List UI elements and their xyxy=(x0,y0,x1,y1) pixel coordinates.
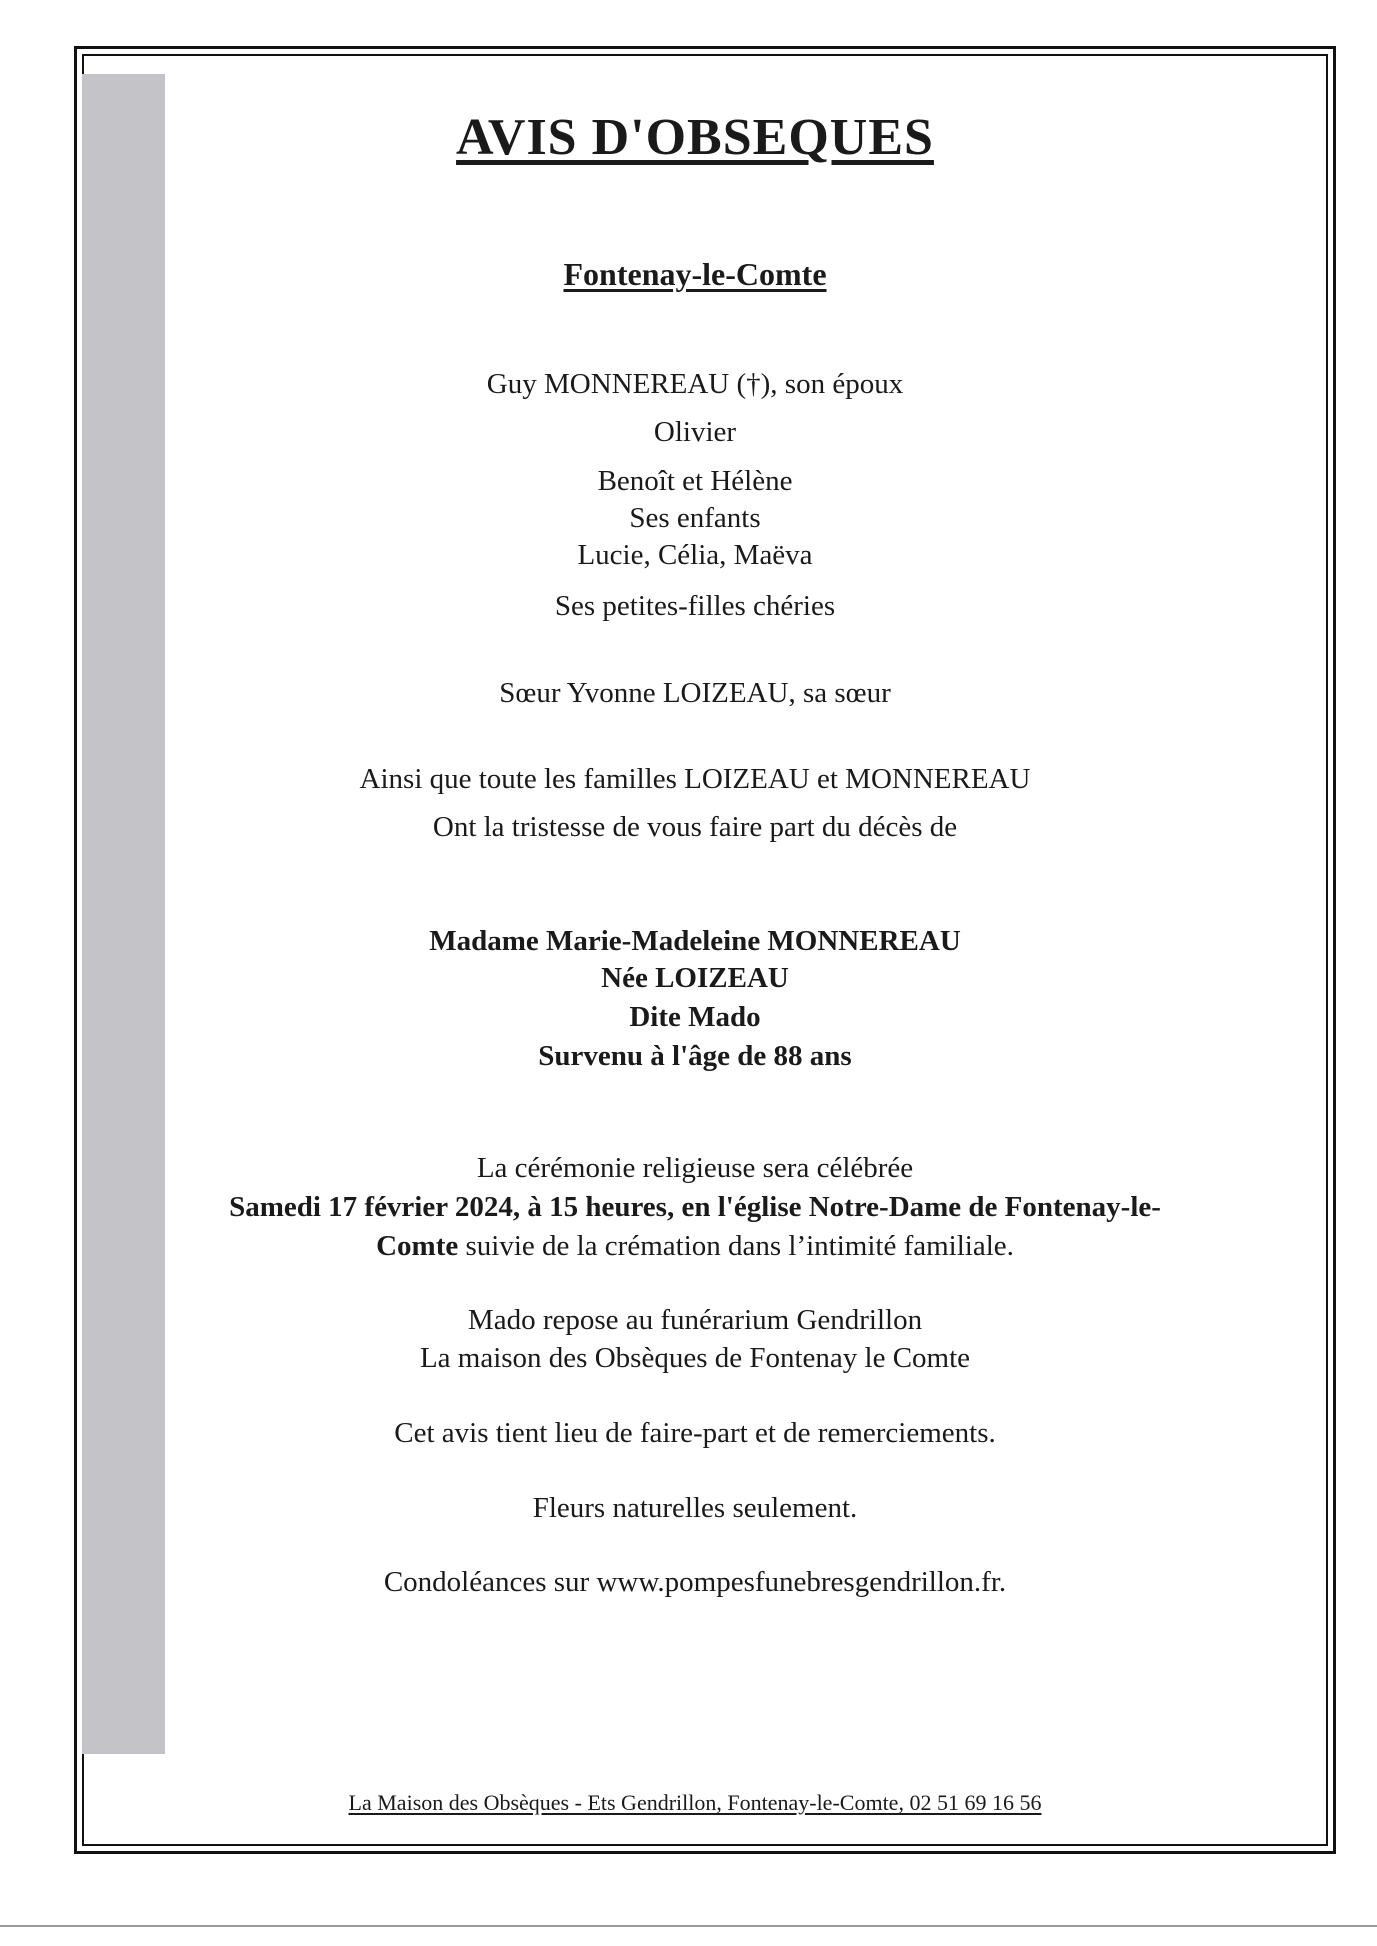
child-benoit-helene: Benoît et Hélène xyxy=(597,465,793,497)
deceased-name: Madame Marie-Madeleine MONNEREAU xyxy=(429,925,961,957)
sister-line: Sœur Yvonne LOIZEAU, sa sœur xyxy=(499,677,891,709)
town-heading: Fontenay-le-Comte xyxy=(563,256,827,292)
ceremony-date-place: Samedi 17 février 2024, à 15 heures, en l'église Notre-Dame de Fontenay-le- xyxy=(229,1191,1161,1223)
grandchildren-label: Ses petites-filles chéries xyxy=(554,590,836,622)
ceremony-cremation-line xyxy=(140,1230,1250,1263)
deceased-nickname: Dite Mado xyxy=(629,1001,761,1033)
rest-line-1: Mado repose au funérarium Gendrillon xyxy=(467,1304,923,1336)
condolences-line: Condoléances sur www.pompesfunebresgendrillon.fr. xyxy=(383,1566,1007,1598)
faire-part-line: Cet avis tient lieu de faire-part et de remerciements. xyxy=(394,1417,996,1449)
footer-contact: La Maison des Obsèques - Ets Gendrillon, Fontenay-le-Comte, 02 51 69 16 56 xyxy=(348,1790,1042,1815)
flowers-line: Fleurs naturelles seulement. xyxy=(532,1492,858,1524)
deceased-age: Survenu à l'âge de 88 ans xyxy=(538,1040,852,1072)
ceremony-intro: La cérémonie religieuse sera célébrée xyxy=(476,1152,914,1184)
husband-line: Guy MONNEREAU (†), son époux xyxy=(486,368,904,400)
families-line: Ainsi que toute les familles LOIZEAU et MONNEREAU xyxy=(359,763,1031,795)
children-label: Ses enfants xyxy=(629,502,761,534)
bottom-scan-line xyxy=(0,1925,1377,1927)
ceremony-place-end: Comte xyxy=(376,1230,459,1262)
notice-title: AVIS D'OBSEQUES xyxy=(456,109,934,166)
rest-line-2: La maison des Obsèques de Fontenay le Comte xyxy=(419,1342,971,1374)
deceased-born: Née LOIZEAU xyxy=(601,962,789,994)
announce-line: Ont la tristesse de vous faire part du décès de xyxy=(432,811,958,843)
grandchildren-names: Lucie, Célia, Maëva xyxy=(577,539,813,571)
ceremony-cremation: suivie de la crémation dans l’intimité familiale. xyxy=(458,1230,1014,1262)
child-olivier: Olivier xyxy=(653,416,737,448)
